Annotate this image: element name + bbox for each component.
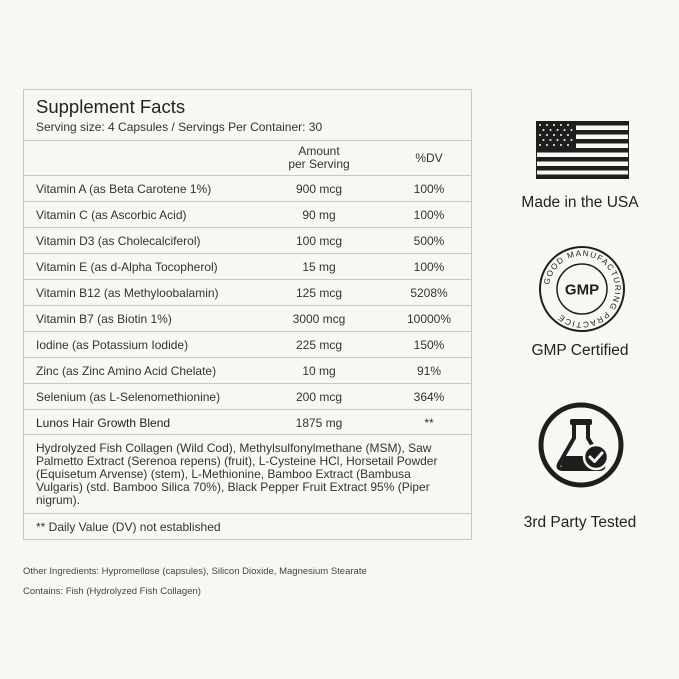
nutrient-dv: 100% bbox=[413, 182, 445, 196]
header-divider bbox=[24, 140, 471, 141]
other-ingredients: Other Ingredients: Hypromellose (capsules), Silicon Dioxide, Magnesium Stearate bbox=[23, 566, 367, 577]
nutrient-dv: 150% bbox=[413, 338, 445, 352]
nutrient-name: Selenium (as L-Selenomethionine) bbox=[36, 390, 221, 404]
blend-dv: ** bbox=[424, 416, 434, 430]
gmp-seal-text: GMP bbox=[564, 281, 600, 299]
nutrient-amount: 90 mg bbox=[302, 208, 336, 222]
third-party-tested-badge bbox=[510, 514, 650, 532]
nutrient-amount: 100 mcg bbox=[295, 234, 343, 248]
nutrient-dv: 91% bbox=[416, 364, 442, 378]
allergen-statement: Contains: Fish (Hydrolyzed Fish Collagen) bbox=[23, 586, 201, 597]
svg-text:GOOD MANUFACTURING PRACTICE: GOOD MANUFACTURING PRACTICE bbox=[542, 248, 623, 330]
nutrient-row bbox=[24, 383, 471, 409]
nutrient-amount: 10 mg bbox=[302, 364, 336, 378]
nutrient-dv: 100% bbox=[413, 260, 445, 274]
blend-row bbox=[24, 409, 471, 435]
gmp-badge bbox=[510, 342, 650, 360]
blend-name: Lunos Hair Growth Blend bbox=[36, 416, 171, 430]
nutrient-name: Vitamin B12 (as Methyloobalamin) bbox=[36, 286, 219, 300]
blend-amount: 1875 mg bbox=[295, 416, 343, 430]
nutrient-name: Vitamin E (as d-Alpha Tocopherol) bbox=[36, 260, 218, 274]
facts-title: Supplement Facts bbox=[36, 96, 186, 117]
gmp-label: GMP Certified bbox=[531, 342, 629, 359]
amount-column-header: Amount per Serving bbox=[288, 144, 350, 171]
nutrient-name: Zinc (as Zinc Amino Acid Chelate) bbox=[36, 364, 217, 378]
nutrient-row bbox=[24, 175, 471, 201]
nutrient-amount: 3000 mcg bbox=[292, 312, 346, 326]
serving-info: Serving size: 4 Capsules / Servings Per Container: 30 bbox=[36, 120, 323, 134]
lab-flask-check-icon bbox=[538, 402, 624, 488]
nutrient-amount: 125 mcg bbox=[295, 286, 343, 300]
made-in-usa-badge bbox=[510, 194, 650, 212]
nutrient-dv: 10000% bbox=[406, 312, 452, 326]
gmp-seal-icon bbox=[538, 245, 626, 333]
nutrient-name: Vitamin D3 (as Cholecalciferol) bbox=[36, 234, 201, 248]
nutrient-row bbox=[24, 201, 471, 227]
nutrient-name: Vitamin A (as Beta Carotene 1%) bbox=[36, 182, 212, 196]
nutrient-dv: 364% bbox=[413, 390, 445, 404]
blend-description: Hydrolyzed Fish Collagen (Wild Cod), Methylsulfonylmethane (MSM), Saw Palmetto Extract (Serenoa repens) (fruit), L-Cysteine HCl, Horsetail Powder (Equisetum Arvense) (stem), L-Methionine, Bamboo Extract (Bambusa Vulgaris) (std. Bamboo Silica 70%), Black Pepper Fruit Extract 95% (Piper nigrum). bbox=[36, 441, 438, 507]
nutrient-row bbox=[24, 253, 471, 279]
nutrient-name: Vitamin B7 (as Biotin 1%) bbox=[36, 312, 172, 326]
third-party-tested-label: 3rd Party Tested bbox=[523, 514, 637, 531]
nutrient-amount: 225 mcg bbox=[295, 338, 343, 352]
nutrient-dv: 100% bbox=[413, 208, 445, 222]
nutrient-amount: 200 mcg bbox=[295, 390, 343, 404]
nutrient-row bbox=[24, 305, 471, 331]
nutrient-name: Iodine (as Potassium Iodide) bbox=[36, 338, 189, 352]
dv-column-header: %DV bbox=[415, 151, 443, 165]
nutrient-amount: 900 mcg bbox=[295, 182, 343, 196]
made-in-usa-label: Made in the USA bbox=[521, 194, 639, 211]
nutrient-row bbox=[24, 331, 471, 357]
nutrient-dv: 5208% bbox=[410, 286, 448, 300]
nutrient-rows bbox=[24, 175, 471, 435]
dv-footnote: ** Daily Value (DV) not established bbox=[36, 520, 221, 534]
nutrient-dv: 500% bbox=[413, 234, 445, 248]
nutrient-row bbox=[24, 357, 471, 383]
footnote-divider bbox=[24, 513, 471, 514]
usa-flag-icon bbox=[536, 121, 629, 179]
supplement-facts-panel bbox=[23, 89, 472, 540]
nutrient-name: Vitamin C (as Ascorbic Acid) bbox=[36, 208, 187, 222]
nutrient-row bbox=[24, 279, 471, 305]
nutrient-amount: 15 mg bbox=[302, 260, 336, 274]
nutrient-row bbox=[24, 227, 471, 253]
